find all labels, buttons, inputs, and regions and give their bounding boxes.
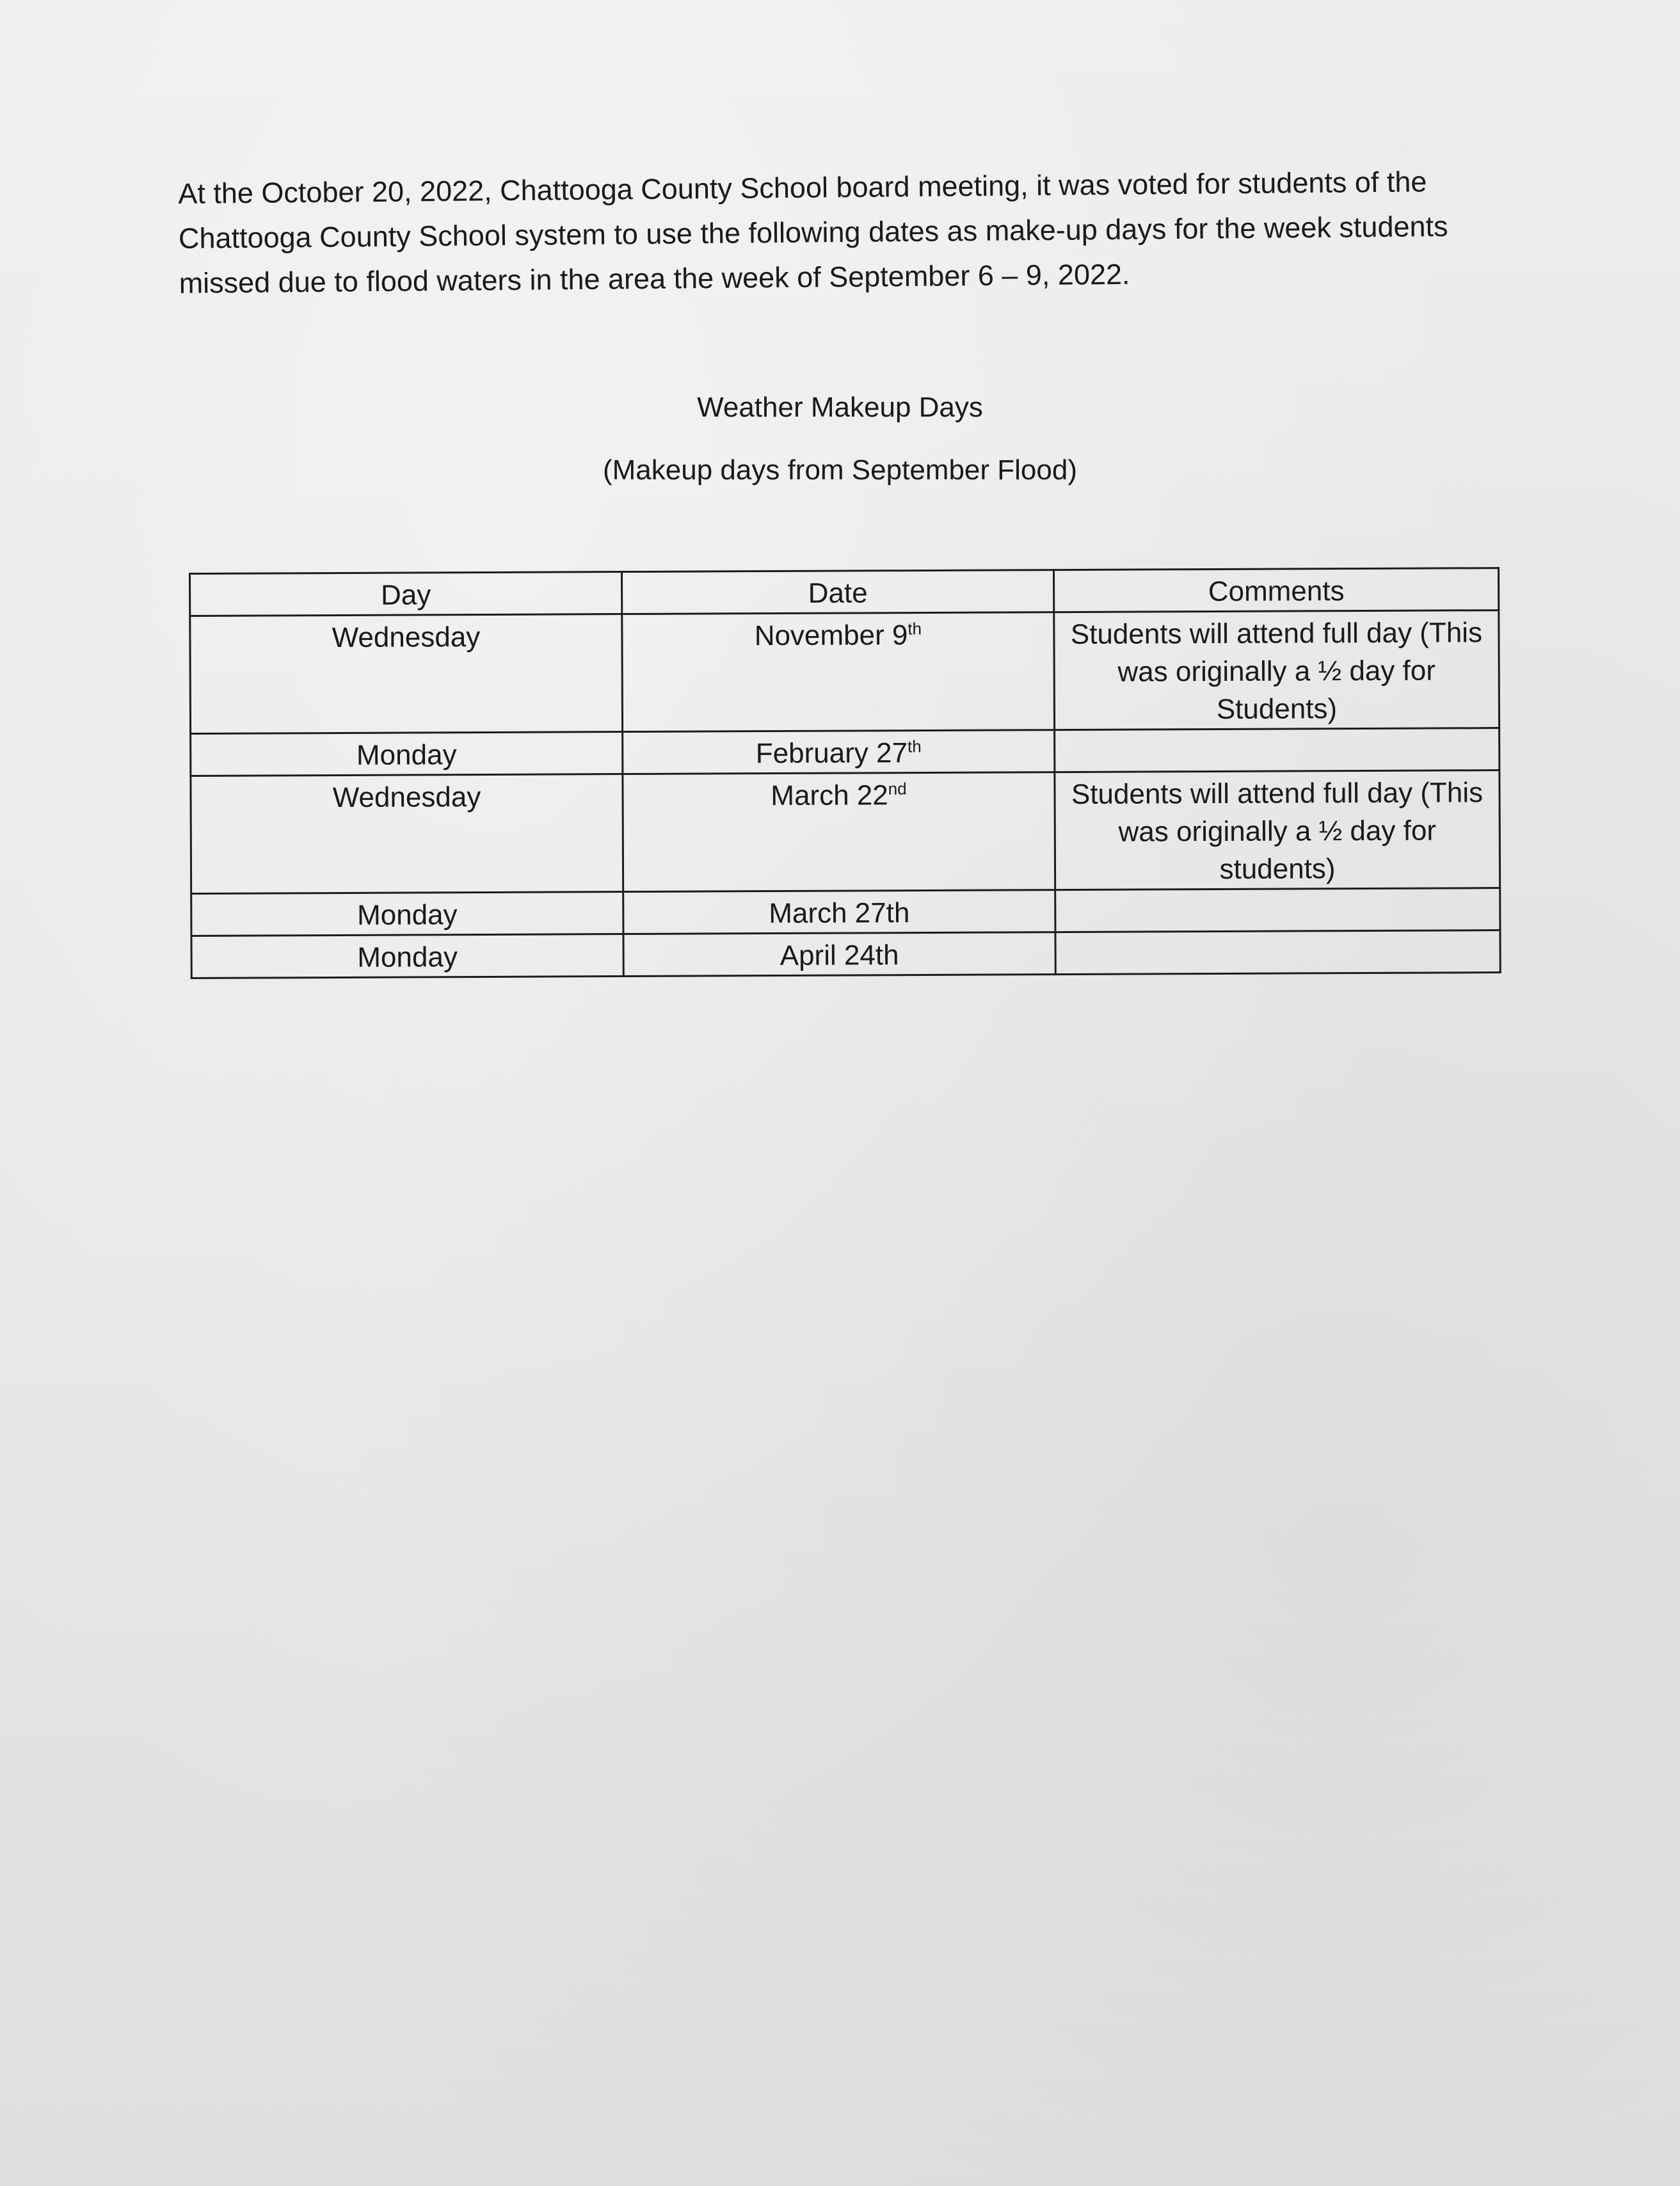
cell-date	[623, 772, 1055, 892]
date-ordinal-suffix: th	[907, 737, 922, 756]
date-ordinal-suffix: th	[908, 619, 922, 639]
document-title: Weather Makeup Days	[697, 392, 983, 423]
header-date: Date	[622, 570, 1054, 614]
date-ordinal-suffix: nd	[888, 779, 907, 799]
cell-comments	[1055, 930, 1500, 975]
cell-comments	[1055, 728, 1500, 772]
cell-date: March 27th	[623, 890, 1055, 934]
table-row	[191, 770, 1500, 894]
cell-date	[622, 612, 1055, 732]
cell-date: April 24th	[623, 932, 1055, 977]
cell-day: Wednesday	[190, 614, 623, 734]
table-header-row	[190, 568, 1499, 616]
cell-comments: Students will attend full day (This was originally a ½ day for students)	[1055, 770, 1500, 890]
cell-comments	[1055, 888, 1500, 932]
cell-day: Monday	[191, 934, 623, 978]
header-comments: Comments	[1053, 568, 1498, 612]
table-row	[191, 930, 1500, 978]
makeup-days-table	[189, 567, 1501, 979]
cell-date	[623, 730, 1055, 774]
intro-paragraph: At the October 20, 2022, Chattooga County School board meeting, it was voted for students of the Chattooga County School system to use the following dates as make-up days for the week students missed due to flood waters in the area the week of September 6 – 9, 2022.	[178, 165, 1448, 299]
document-subtitle: (Makeup days from September Flood)	[603, 454, 1077, 486]
date-text: November 9	[754, 619, 908, 652]
date-text: March 22	[771, 779, 888, 812]
table-row	[190, 610, 1500, 734]
date-text: February 27	[755, 737, 908, 770]
cell-day: Monday	[191, 892, 623, 936]
cell-day: Wednesday	[191, 774, 623, 894]
header-day: Day	[190, 572, 622, 616]
makeup-days-table-wrapper	[189, 567, 1500, 979]
table-row	[191, 728, 1500, 776]
cell-comments: Students will attend full day (This was originally a ½ day for Students)	[1054, 610, 1500, 730]
cell-day: Monday	[191, 732, 623, 776]
table-row	[191, 888, 1500, 936]
